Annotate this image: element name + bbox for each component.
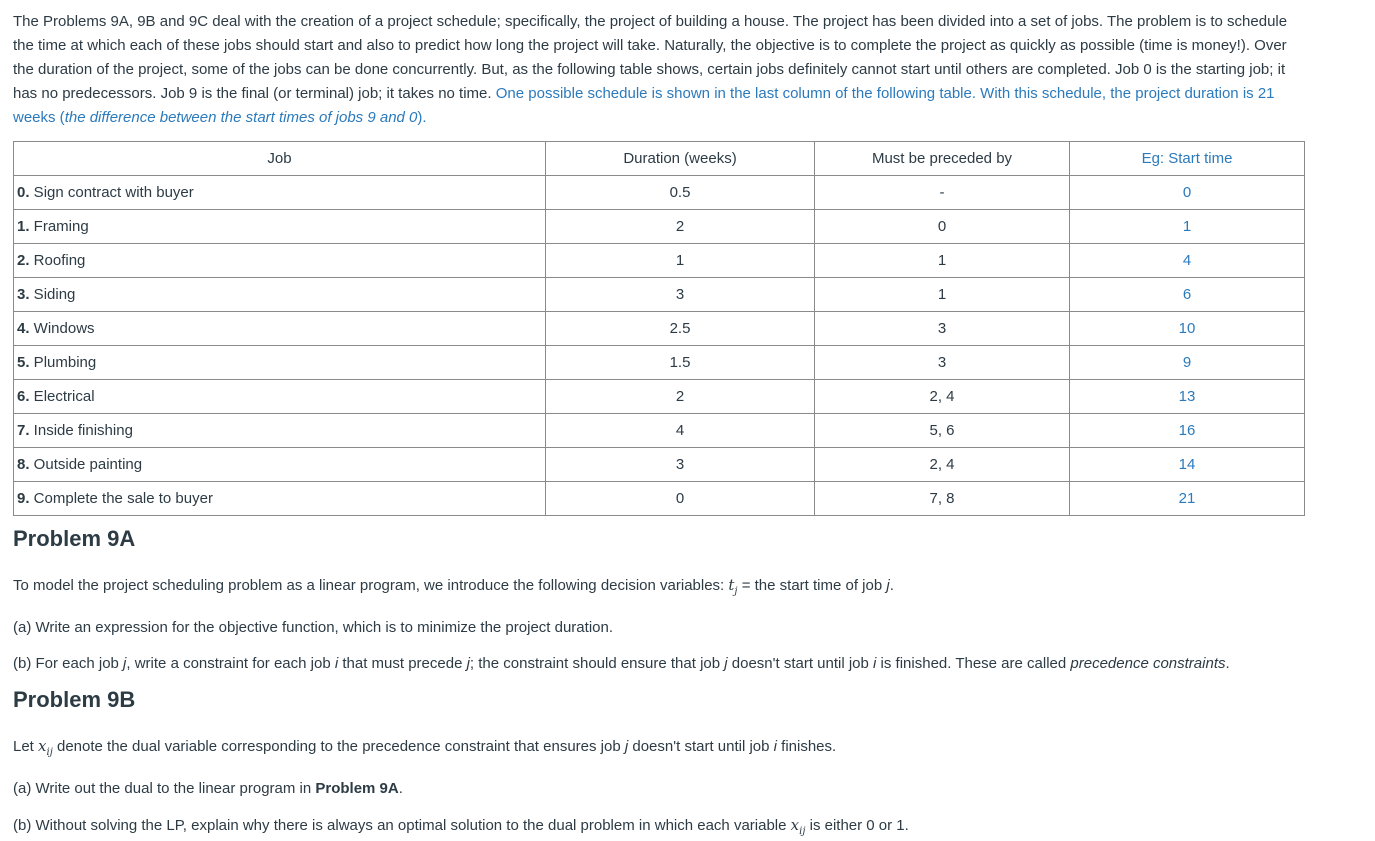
job-name: Complete the sale to buyer — [29, 490, 213, 507]
duration-cell: 3 — [546, 278, 815, 312]
duration-cell: 0 — [546, 482, 815, 516]
duration-cell: 1.5 — [546, 346, 815, 380]
table-row — [14, 244, 1305, 278]
p9b-qa-bold: Problem 9A — [315, 780, 399, 797]
job-cell — [14, 278, 546, 312]
start-time-cell: 14 — [1070, 448, 1305, 482]
var-t-sub: j — [734, 586, 738, 597]
job-name: Roofing — [29, 252, 86, 269]
p9a-qb-1: (b) For each job — [13, 655, 124, 672]
job-name: Siding — [29, 286, 76, 303]
var-x2-base: x — [790, 816, 800, 834]
job-number: 9. — [17, 490, 30, 507]
table-row — [14, 414, 1305, 448]
header-preceded-by: Must be preceded by — [815, 142, 1070, 176]
table-row — [14, 380, 1305, 414]
problem-9b-question-a — [13, 780, 1333, 798]
preceded-by-cell: 5, 6 — [815, 414, 1070, 448]
header-duration: Duration (weeks) — [546, 142, 815, 176]
job-cell — [14, 346, 546, 380]
p9a-qb-2: , write a constraint for each job — [126, 655, 335, 672]
preceded-by-cell: 2, 4 — [815, 448, 1070, 482]
problem-9b-title: Problem 9B — [13, 687, 136, 712]
p9a-qb-j3: j — [724, 655, 728, 672]
preceded-by-cell: 3 — [815, 346, 1070, 380]
preceded-by-cell: - — [815, 176, 1070, 210]
preceded-by-cell: 2, 4 — [815, 380, 1070, 414]
p9a-intro-b: = the start time of job — [737, 577, 887, 594]
duration-cell: 4 — [546, 414, 815, 448]
start-time-cell: 9 — [1070, 346, 1305, 380]
header-job: Job — [14, 142, 546, 176]
p9a-qb-7: . — [1225, 655, 1230, 672]
p9a-qb-i2: i — [873, 655, 877, 672]
job-cell — [14, 210, 546, 244]
p9a-qb-4: ; the constraint should ensure that job — [469, 655, 725, 672]
duration-cell: 1 — [546, 244, 815, 278]
p9a-qb-3: that must precede — [338, 655, 467, 672]
problem-9a-title: Problem 9A — [13, 526, 136, 551]
p9b-intro-b: denote the dual variable corresponding to the precedence constraint that ensures job — [52, 738, 625, 755]
p9b-intro-d: finishes. — [777, 738, 837, 755]
problem-9a-question-a: (a) Write an expression for the objective function, which is to minimize the project duration. — [13, 619, 613, 636]
table-body — [14, 176, 1305, 516]
problem-9b-question-b — [13, 816, 1333, 841]
intro-text: The Problems 9A, 9B and 9C deal with the creation of a project schedule; specifically, the project of building a house. The project has been divided into a set of jobs. The problem is to schedule the time at which each of these jobs should start and also to predict how long the project will take. Naturally, the objective is to complete the project as quickly as possible (time is money!). Over the duration of the project, some of the jobs can be done concurrently. But, as the following table shows, certain jobs definitely cannot start until others are completed. Job 0 is the starting job; it has no predecessors. Job 9 is the final (or terminal) job; it takes no time. — [13, 13, 1288, 102]
var-x-2 — [790, 816, 806, 837]
job-cell — [14, 380, 546, 414]
p9a-intro-c: j — [886, 577, 890, 594]
table-header-row — [14, 142, 1305, 176]
job-name: Plumbing — [29, 354, 97, 371]
job-name: Outside painting — [29, 456, 143, 473]
p9a-qb-5: doesn't start until job — [727, 655, 874, 672]
start-time-cell: 13 — [1070, 380, 1305, 414]
var-x — [38, 737, 53, 758]
p9a-qb-i1: i — [334, 655, 339, 672]
p9a-qb-j1: j — [123, 655, 127, 672]
job-name: Electrical — [29, 388, 95, 405]
job-number: 6. — [17, 388, 30, 405]
job-number: 4. — [17, 320, 30, 337]
p9a-qb-em: precedence constraints — [1070, 655, 1226, 672]
p9b-qa-1: (a) Write out the dual to the linear program in — [13, 780, 316, 797]
start-time-cell: 0 — [1070, 176, 1305, 210]
table-row — [14, 312, 1305, 346]
var-x-base: x — [38, 737, 47, 755]
job-cell — [14, 312, 546, 346]
preceded-by-cell: 0 — [815, 210, 1070, 244]
job-name: Windows — [29, 320, 95, 337]
p9b-intro-c: doesn't start until job — [628, 738, 774, 755]
job-cell — [14, 448, 546, 482]
var-x-sub: ij — [46, 747, 53, 758]
start-time-cell: 21 — [1070, 482, 1305, 516]
p9a-intro-d: . — [889, 577, 894, 594]
var-x2-sub: ij — [799, 826, 806, 837]
table-row — [14, 448, 1305, 482]
intro-blue-text: One possible schedule is shown in the last column of the following table. With this schedule, the project duration is 21 weeks ( — [13, 85, 1275, 126]
duration-cell: 0.5 — [546, 176, 815, 210]
job-number: 1. — [17, 218, 30, 235]
p9b-intro-j: j — [624, 738, 629, 755]
problem-9a-question-b — [13, 655, 1333, 673]
job-name: Sign contract with buyer — [29, 184, 194, 201]
var-t — [728, 576, 738, 597]
p9a-qb-j2: j — [466, 655, 470, 672]
table-row — [14, 482, 1305, 516]
preceded-by-cell: 3 — [815, 312, 1070, 346]
table-row — [14, 346, 1305, 380]
job-cell — [14, 482, 546, 516]
p9b-qb-1: (b) Without solving the LP, explain why there is always an optimal solution to the dual problem in which each variable — [13, 817, 791, 834]
job-cell — [14, 244, 546, 278]
p9b-qb-2: is either 0 or 1. — [805, 817, 909, 834]
preceded-by-cell: 1 — [815, 244, 1070, 278]
p9b-intro-a: Let — [13, 738, 39, 755]
job-number: 7. — [17, 422, 30, 439]
duration-cell: 2 — [546, 210, 815, 244]
job-name: Inside finishing — [29, 422, 133, 439]
intro-blue-italic: the difference between the start times of jobs 9 and 0 — [64, 109, 418, 126]
jobs-table — [13, 141, 1305, 516]
table-row — [14, 210, 1305, 244]
p9b-intro-i: i — [773, 738, 777, 755]
start-time-cell: 6 — [1070, 278, 1305, 312]
start-time-cell: 10 — [1070, 312, 1305, 346]
table-row — [14, 176, 1305, 210]
problem-9b-intro — [13, 737, 1333, 762]
header-start-time: Eg: Start time — [1070, 142, 1305, 176]
p9a-qb-6: is finished. These are called — [876, 655, 1071, 672]
start-time-cell: 1 — [1070, 210, 1305, 244]
job-name: Framing — [29, 218, 89, 235]
job-cell — [14, 176, 546, 210]
start-time-cell: 4 — [1070, 244, 1305, 278]
duration-cell: 2.5 — [546, 312, 815, 346]
job-number: 5. — [17, 354, 30, 371]
job-number: 0. — [17, 184, 30, 201]
preceded-by-cell: 1 — [815, 278, 1070, 312]
start-time-cell: 16 — [1070, 414, 1305, 448]
job-cell — [14, 414, 546, 448]
intro-paragraph — [13, 10, 1303, 130]
duration-cell: 3 — [546, 448, 815, 482]
problem-9a-intro — [13, 576, 1333, 601]
intro-blue-end: ). — [417, 109, 427, 126]
table-row — [14, 278, 1305, 312]
duration-cell: 2 — [546, 380, 815, 414]
var-t-base: t — [728, 576, 735, 594]
p9b-qa-2: . — [398, 780, 403, 797]
job-number: 2. — [17, 252, 30, 269]
p9a-intro-a: To model the project scheduling problem as a linear program, we introduce the following decision variables: — [13, 577, 729, 594]
preceded-by-cell: 7, 8 — [815, 482, 1070, 516]
job-number: 8. — [17, 456, 30, 473]
job-number: 3. — [17, 286, 30, 303]
